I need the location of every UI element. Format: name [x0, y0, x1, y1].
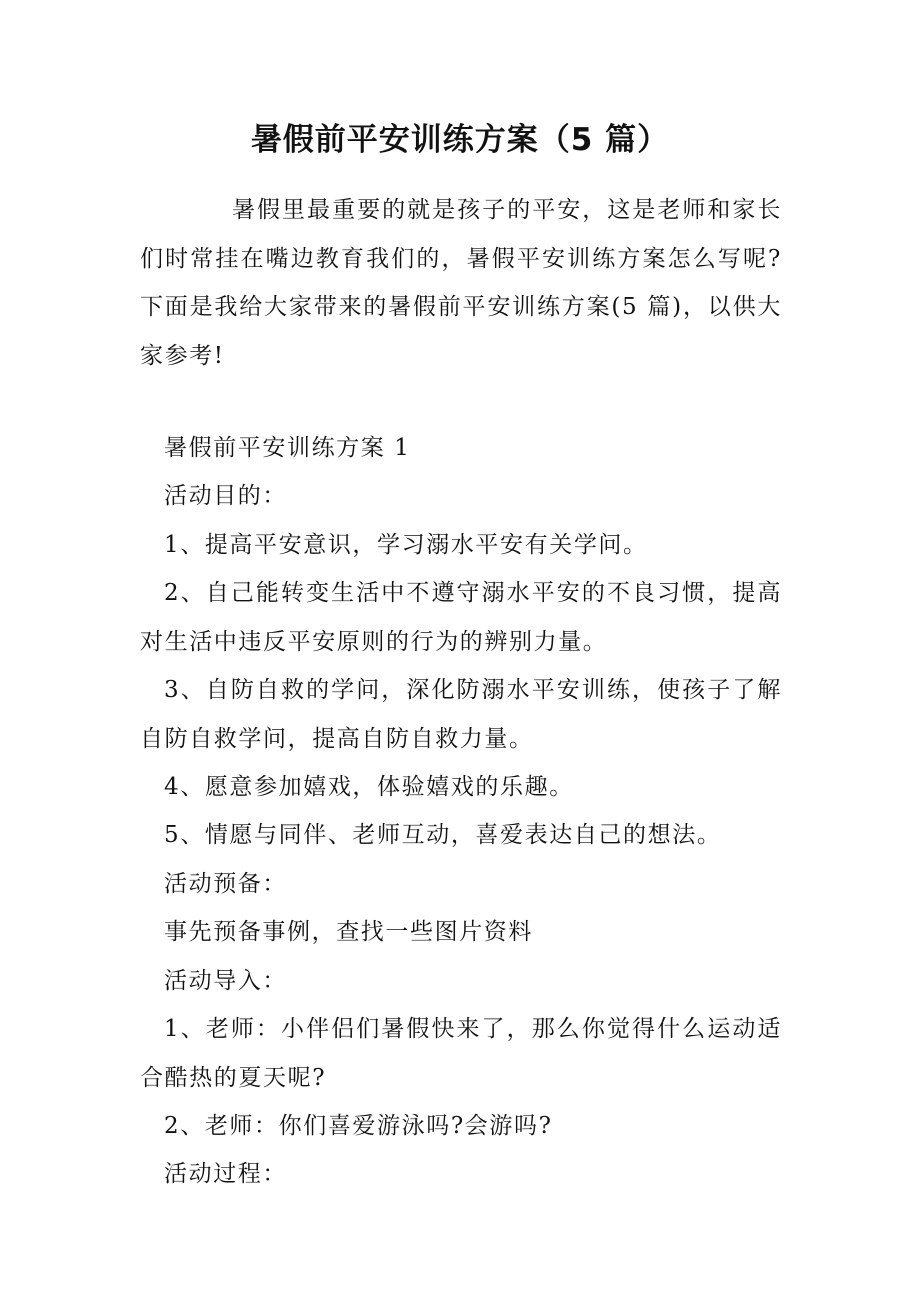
- goal-item-3: 3、自防自救的学问，深化防溺水平安训练，使孩子了解自防自救学问，提高自防自救力量。: [140, 677, 782, 752]
- intro-paragraph: 暑假里最重要的就是孩子的平安，这是老师和家长们时常挂在嘴边教育我们的，暑假平安训练方案怎么写呢?下面是我给大家带来的暑假前平安训练方案(5 篇)，以供大家参考!: [140, 197, 782, 369]
- intro-item-1: 1、老师：小伴侣们暑假快来了，那么你觉得什么运动适合酷热的夏天呢?: [140, 1016, 782, 1091]
- section-title: 暑假前平安训练方案 1: [164, 435, 411, 461]
- intro-heading: 活动导入：: [164, 968, 287, 994]
- prep-text: 事先预备事例，查找一些图片资料: [164, 919, 533, 945]
- goal-item-5: 5、情愿与同伴、老师互动，喜爱表达自己的想法。: [164, 822, 722, 848]
- document-title: 暑假前平安训练方案（5 篇）: [250, 122, 670, 158]
- process-heading: 活动过程：: [164, 1161, 287, 1187]
- intro-item-2: 2、老师：你们喜爱游泳吗?会游吗?: [164, 1113, 553, 1139]
- goal-item-4: 4、愿意参加嬉戏，体验嬉戏的乐趣。: [164, 774, 574, 800]
- goal-item-2: 2、自己能转变生活中不遵守溺水平安的不良习惯，提高对生活中违反平安原则的行为的辨别力量。: [140, 580, 782, 655]
- prep-heading: 活动预备：: [164, 871, 287, 897]
- goal-heading: 活动目的：: [164, 483, 287, 509]
- goal-item-1: 1、提高平安意识，学习溺水平安有关学问。: [164, 532, 648, 558]
